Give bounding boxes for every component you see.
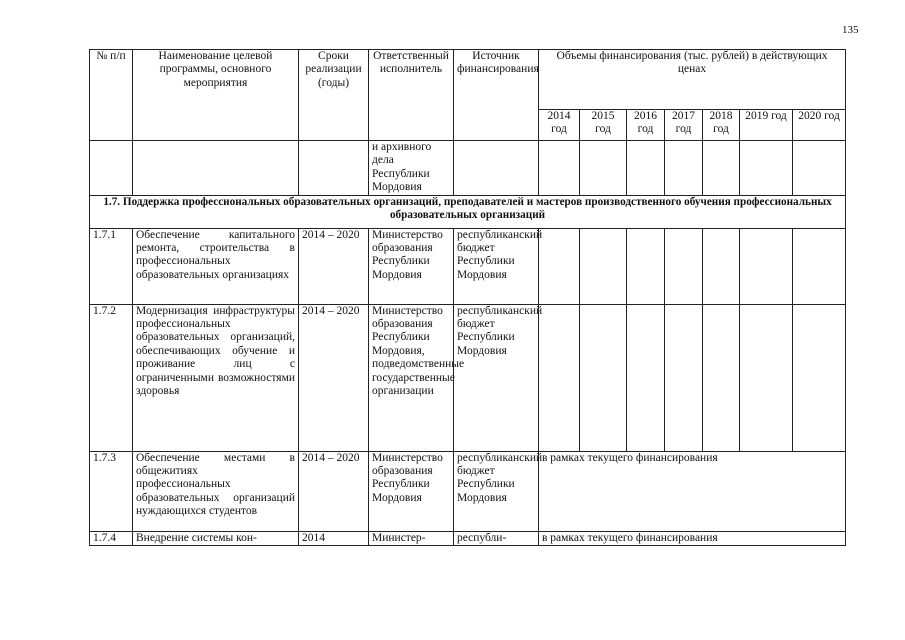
- cell-responsible: Министерство образования Республики Мордовия, подведомственные государственные организации: [369, 304, 454, 451]
- header-year: 2017 год: [665, 110, 703, 141]
- header-year: 2020 год: [793, 110, 846, 141]
- cell-source: республиканский бюджет Республики Мордовия: [454, 451, 539, 531]
- header-period: Сроки реализации (годы): [299, 50, 369, 141]
- cell-responsible: Министерство образования Республики Мордовия: [369, 228, 454, 304]
- cell-name: Модернизация инфраструктуры профессиональных образовательных организаций, обеспечивающих обучение и проживание лиц с ограниченными возможностями здоровья: [133, 304, 299, 451]
- header-year: 2015 год: [580, 110, 627, 141]
- cell-name: Внедрение системы кон-: [133, 531, 299, 545]
- cell-funding-note: в рамках текущего финансирования: [539, 451, 846, 531]
- header-name: Наименование целевой программы, основного мероприятия: [133, 50, 299, 141]
- cell-num: 1.7.2: [90, 304, 133, 451]
- header-num: № п/п: [90, 50, 133, 141]
- cell-source: республиканский бюджет Республики Мордовия: [454, 304, 539, 451]
- cell-responsible: Министер-: [369, 531, 454, 545]
- cell-period: 2014: [299, 531, 369, 545]
- table-row: [90, 451, 846, 531]
- cell-name: Обеспечение местами в общежитиях профессиональных образовательных организаций нуждающихся студентов: [133, 451, 299, 531]
- cell-name: Обеспечение капитального ремонта, строительства в профессиональных образовательных организациях: [133, 228, 299, 304]
- cell-responsible: и архивного дела Республики Мордовия: [369, 141, 454, 196]
- header-year: 2014 год: [539, 110, 580, 141]
- cell-source: республиканский бюджет Республики Мордовия: [454, 228, 539, 304]
- table-row: [90, 141, 846, 196]
- header-funding: Объемы финансирования (тыс. рублей) в действующих ценах: [539, 50, 846, 110]
- program-table: [89, 49, 846, 546]
- table-row: [90, 531, 846, 545]
- header-year: 2016 год: [627, 110, 665, 141]
- cell-period: 2014 – 2020: [299, 304, 369, 451]
- cell-period: 2014 – 2020: [299, 228, 369, 304]
- cell-period: 2014 – 2020: [299, 451, 369, 531]
- cell-num: 1.7.1: [90, 228, 133, 304]
- section-row: [90, 195, 846, 228]
- header-row: [90, 50, 846, 110]
- header-year: 2019 год: [740, 110, 793, 141]
- table-row: [90, 228, 846, 304]
- cell-num: 1.7.3: [90, 451, 133, 531]
- cell-responsible: Министерство образования Республики Мордовия: [369, 451, 454, 531]
- cell-num: 1.7.4: [90, 531, 133, 545]
- page-number: 135: [842, 24, 859, 36]
- cell-source: республи-: [454, 531, 539, 545]
- cell-funding-note: в рамках текущего финансирования: [539, 531, 846, 545]
- header-year: 2018 год: [703, 110, 740, 141]
- header-source: Источник финансирования: [454, 50, 539, 141]
- table-row: [90, 304, 846, 451]
- header-responsible: Ответственный исполнитель: [369, 50, 454, 141]
- section-title: 1.7. Поддержка профессиональных образовательных организаций, преподавателей и мастеров производственного обучения профессиональных образовательных организаций: [90, 195, 846, 228]
